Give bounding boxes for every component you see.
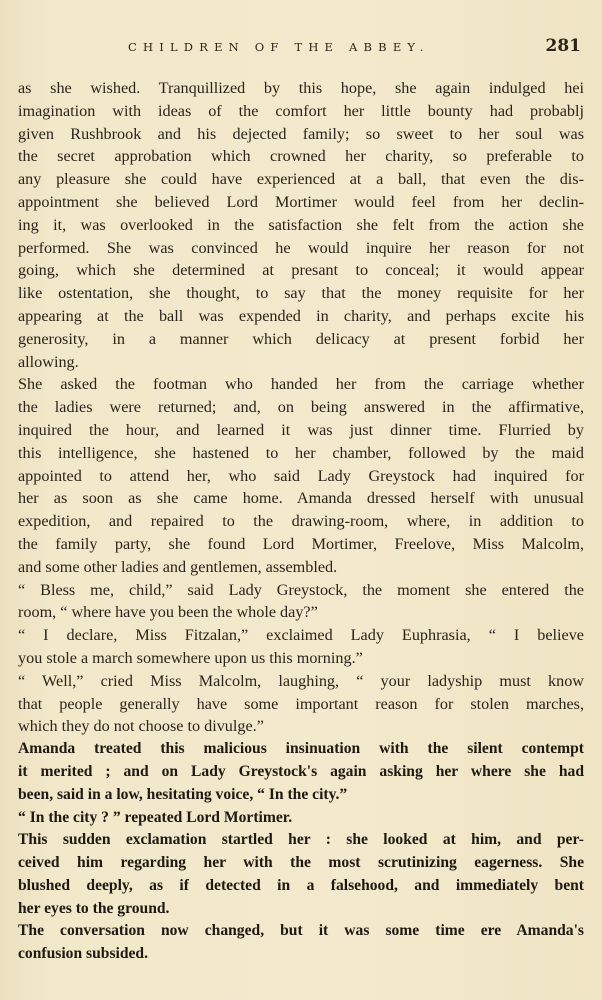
running-title: CHILDREN OF THE ABBEY.: [128, 40, 430, 54]
text-line: as she wished. Tranquillized by this hope, she again indulged hei: [18, 79, 584, 97]
text-line: Amanda treated this malicious insinuation with the silent contempt: [18, 740, 584, 758]
text-line: appearing at the ball was expended in charity, and perhaps excite his: [18, 306, 584, 325]
text-line: “ In the city ? ” repeated Lord Mortimer.: [18, 808, 293, 826]
text-line: ceived him regarding her with the most scrutinizing eagerness. She: [18, 854, 584, 872]
text-line: performed. She was convinced he would inquire her reason for not: [18, 238, 584, 257]
page-header: [0, 36, 602, 60]
text-line: going, which she determined at presant to conceal; it would appear: [18, 261, 584, 280]
text-line: She asked the footman who handed her from the carriage whether: [18, 375, 584, 394]
text-line: and some other ladies and gentlemen, assembled.: [18, 557, 338, 576]
text-line: The conversation now changed, but it was some time ere Amanda's: [18, 922, 584, 940]
text-line: appointed to attend her, who said Lady Greystock had inquired for: [18, 466, 584, 485]
text-line: “ I declare, Miss Fitzalan,” exclaimed Lady Euphrasia, “ I believe: [18, 626, 584, 645]
text-line: you stole a march somewhere upon us this morning.”: [18, 648, 363, 667]
text-line: confusion subsided.: [18, 945, 149, 963]
text-line: allowing.: [18, 352, 79, 371]
text-line: it merited ; and on Lady Greystock's again asking her where she had: [18, 762, 584, 780]
text-line: “ Well,” cried Miss Malcolm, laughing, “ your ladyship must know: [18, 671, 584, 690]
text-line: ing it, was overlooked in the satisfaction she felt from the action she: [18, 215, 584, 234]
text-line: the secret approbation which crowned her charity, so preferable to: [18, 147, 584, 166]
text-line: inquired the hour, and learned it was just dinner time. Flurried by: [18, 420, 584, 439]
text-line: given Rushbrook and his dejected family; so sweet to her soul was: [18, 124, 584, 143]
text-line: that people generally have some important reason for stolen marches,: [18, 694, 584, 713]
text-line: blushed deeply, as if detected in a falsehood, and immediately bent: [18, 876, 584, 894]
text-line: which they do not choose to divulge.”: [18, 717, 264, 736]
text-line: imagination with ideas of the comfort her little bounty had probablj: [18, 101, 584, 120]
text-line: this intelligence, she hastened to her chamber, followed by the maid: [18, 443, 584, 462]
text-line: her eyes to the ground.: [18, 899, 170, 917]
text-line: like ostentation, she thought, to say that the money requisite for her: [18, 284, 584, 303]
text-line: “ Bless me, child,” said Lady Greystock, the moment she entered the: [18, 580, 584, 599]
text-line: This sudden exclamation startled her : she looked at him, and per-: [18, 831, 584, 849]
text-line: appointment she believed Lord Mortimer would feel from her declin-: [18, 192, 584, 211]
body-text: [18, 77, 584, 966]
page-number: 281: [545, 36, 581, 56]
text-line: her as soon as she came home. Amanda dressed herself with unusual: [18, 489, 584, 508]
text-line: generosity, in a manner which delicacy at present forbid her: [18, 329, 584, 348]
text-line: expedition, and repaired to the drawing-room, where, in addition to: [18, 512, 584, 531]
text-line: the family party, she found Lord Mortimer, Freelove, Miss Malcolm,: [18, 534, 584, 553]
text-line: room, “ where have you been the whole day?”: [18, 603, 318, 622]
text-line: any pleasure she could have experienced at a ball, that even the dis-: [18, 170, 584, 189]
text-line: been, said in a low, hesitating voice, “ In the city.”: [18, 785, 348, 803]
text-line: the ladies were returned; and, on being answered in the affirmative,: [18, 398, 584, 417]
